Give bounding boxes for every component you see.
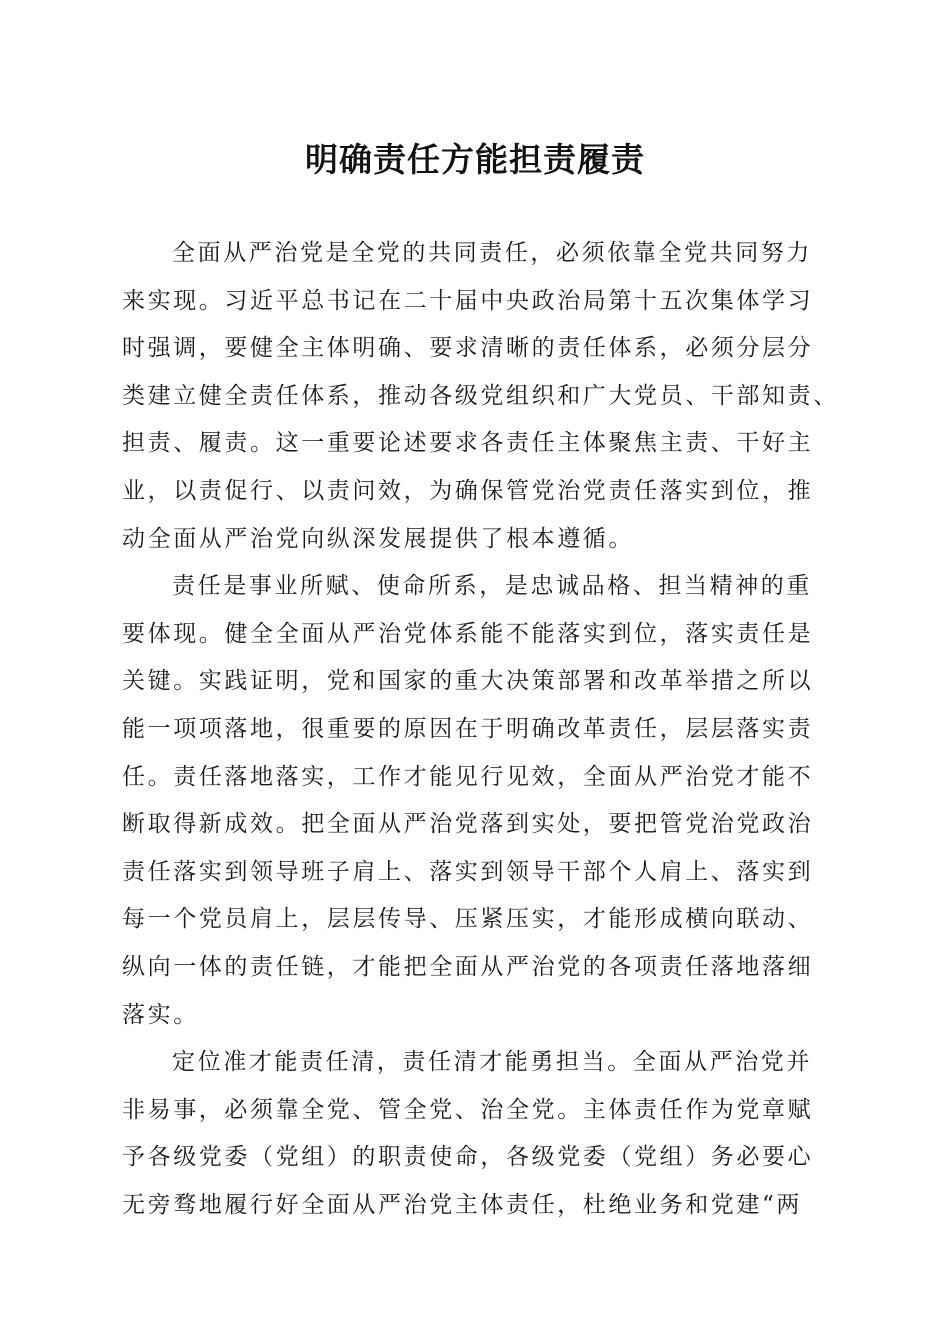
paragraph-2 xyxy=(122,563,826,1039)
text-line: 责任落实到领导班子肩上、落实到领导干部个人肩上、落实到 xyxy=(122,858,814,885)
text-line: 定位准才能责任清，责任清才能勇担当。全面从严治党并 xyxy=(172,1049,812,1076)
text-line: 每一个党员肩上，层层传导、压紧压实，才能形成横向联动、 xyxy=(122,906,814,933)
page-title: 明确责任方能担责履责 xyxy=(305,140,645,179)
text-line: 予各级党委（党组）的职责使命，各级党委（党组）务必要心 xyxy=(122,1144,814,1171)
text-line: 无旁骛地履行好全面从严治党主体责任，杜绝业务和党建“两 xyxy=(122,1191,802,1218)
text-line: 任。责任落地落实，工作才能见行见效，全面从严治党才能不 xyxy=(122,763,814,790)
text-line: 时强调，要健全主体明确、要求清晰的责任体系，必须分层分 xyxy=(122,335,814,362)
text-line: 责任是事业所赋、使命所系，是忠诚品格、担当精神的重 xyxy=(172,573,812,600)
text-line: 断取得新成效。把全面从严治党落到实处，要把管党治党政治 xyxy=(122,811,814,838)
text-line: 类建立健全责任体系，推动各级党组织和广大党员、干部知责、 xyxy=(122,382,839,409)
text-line: 纵向一体的责任链，才能把全面从严治党的各项责任落地落细 xyxy=(122,953,814,980)
document-body xyxy=(122,230,839,1229)
text-line: 动全面从严治党向纵深发展提供了根本遵循。 xyxy=(122,525,634,552)
paragraph-1 xyxy=(122,230,839,563)
text-line: 落实。 xyxy=(122,1001,199,1028)
text-line: 全面从严治党是全党的共同责任，必须依靠全党共同努力 xyxy=(172,240,812,266)
paragraph-3 xyxy=(122,1039,826,1229)
text-line: 要体现。健全全面从严治党体系能不能落实到位，落实责任是 xyxy=(122,620,814,647)
text-line: 担责、履责。这一重要论述要求各责任主体聚焦主责、干好主 xyxy=(122,430,814,457)
text-line: 业，以责促行、以责问效，为确保管党治党责任落实到位，推 xyxy=(122,477,814,504)
text-line: 能一项项落地，很重要的原因在于明确改革责任，层层落实责 xyxy=(122,715,814,742)
text-line: 关键。实践证明，党和国家的重大决策部署和改革举措之所以 xyxy=(122,668,814,695)
text-line: 非易事，必须靠全党、管全党、治全党。主体责任作为党章赋 xyxy=(122,1096,814,1123)
text-line: 来实现。习近平总书记在二十届中央政治局第十五次集体学习 xyxy=(122,287,814,314)
